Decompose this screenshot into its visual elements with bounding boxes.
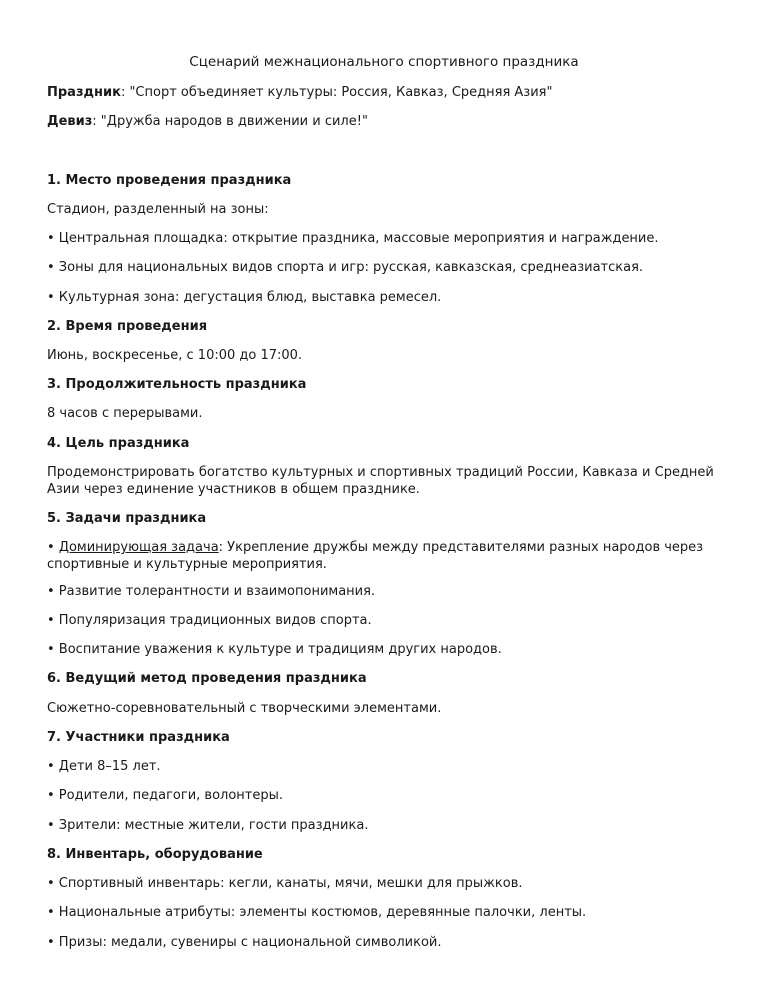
motto-line: [47, 113, 737, 130]
list-item: • Спортивный инвентарь: кегли, канаты, мячи, мешки для прыжков.: [47, 876, 523, 891]
section-heading: 5. Задачи праздника: [47, 511, 207, 526]
main-task-text: : Укрепление дружбы между представителями разных народов через спортивные и культурные мероприятия.: [47, 540, 704, 572]
section-heading: 4. Цель праздника: [47, 436, 190, 451]
main-task-label: Доминирующая задача: [58, 540, 219, 555]
section-heading: 2. Время проведения: [47, 319, 208, 334]
section-text: 8 часов с перерывами.: [47, 406, 203, 421]
motto-value: : "Дружба народов в движении и силе!": [92, 114, 368, 129]
list-item: • Национальные атрибуты: элементы костюмов, деревянные палочки, ленты.: [47, 905, 587, 920]
list-item: • Популяризация традиционных видов спорта.: [47, 613, 372, 628]
motto-label: Девиз: [47, 114, 93, 129]
list-item: • Центральная площадка: открытие праздника, массовые мероприятия и награждение.: [47, 231, 659, 246]
section-heading: 6. Ведущий метод проведения праздника: [47, 671, 367, 686]
main-task-item: [47, 539, 737, 573]
section-heading: 1. Место проведения праздника: [47, 173, 292, 188]
section-text: Сюжетно-соревновательный с творческими элементами.: [47, 701, 442, 716]
list-item: • Зрители: местные жители, гости праздника.: [47, 818, 369, 833]
section-heading: 3. Продолжительность праздника: [47, 377, 307, 392]
holiday-line: [47, 84, 737, 101]
list-item: • Развитие толерантности и взаимопонимания.: [47, 584, 376, 599]
section-heading: 8. Инвентарь, оборудование: [47, 847, 263, 862]
section-text: Стадион, разделенный на зоны:: [47, 202, 269, 217]
section-text: Июнь, воскресенье, с 10:00 до 17:00.: [47, 348, 303, 363]
section-text: Продемонстрировать богатство культурных и спортивных традиций России, Кавказа и Средней Азии через единение участников в общем празднике.: [47, 465, 714, 497]
list-item: • Дети 8–15 лет.: [47, 759, 161, 774]
holiday-value: : "Спорт объединяет культуры: Россия, Кавказ, Средняя Азия": [120, 85, 553, 100]
bullet: •: [47, 540, 59, 555]
section-heading: 7. Участники праздника: [47, 730, 230, 745]
list-item: • Культурная зона: дегустация блюд, выставка ремесел.: [47, 290, 442, 305]
list-item: • Призы: медали, сувениры с национальной символикой.: [47, 935, 442, 950]
holiday-label: Праздник: [47, 85, 121, 100]
list-item: • Воспитание уважения к культуре и традициям других народов.: [47, 642, 502, 657]
document-title: Сценарий межнационального спортивного праздника: [189, 54, 579, 70]
list-item: • Родители, педагоги, волонтеры.: [47, 788, 283, 803]
list-item: • Зоны для национальных видов спорта и игр: русская, кавказская, среднеазиатская.: [47, 260, 644, 275]
